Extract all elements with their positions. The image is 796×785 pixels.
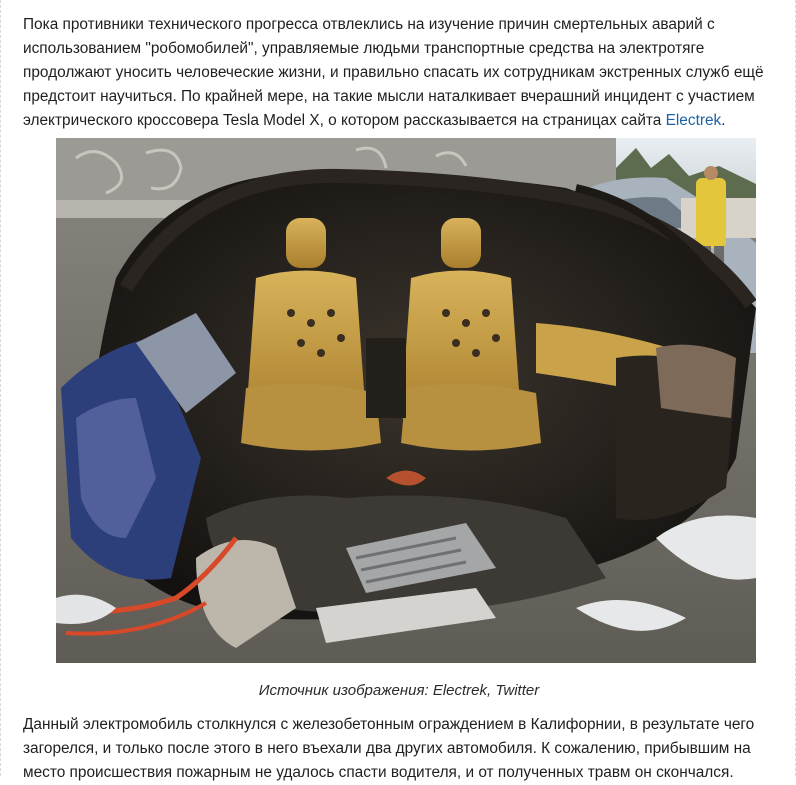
intro-paragraph-text: Пока противники технического прогресса отвлеклись на изучение причин смертельных аварий с использованием "робомобилей", управляемые людьми транспортные средства на электротяге продолжают уносить человеческие жизни, и правильно спасать их сотрудникам экстренных служб ещё предстоит научиться. По крайней мере, на такие мысли наталкивает вчерашний инцидент с участием электрического кроссовера Tesla Model X, о котором рассказывается на страницах сайта	[23, 16, 764, 129]
electrek-link[interactable]: Electrek	[665, 112, 722, 129]
photo-caption: Источник изображения: Electrek, Twitter	[258, 682, 540, 699]
intro-paragraph	[23, 13, 775, 133]
burned-car-photo	[56, 138, 756, 663]
intro-paragraph-end: .	[721, 112, 726, 129]
article-photo	[56, 138, 756, 663]
second-paragraph: Данный электромобиль столкнулся с железобетонным ограждением в Калифорнии, в результате чего загорелся, и только после этого в него въехали два других автомобиля. К сожалению, прибывшим на место происшествия пожарным не удалось спасти водителя, и от полученных травм он скончался.	[23, 716, 755, 781]
